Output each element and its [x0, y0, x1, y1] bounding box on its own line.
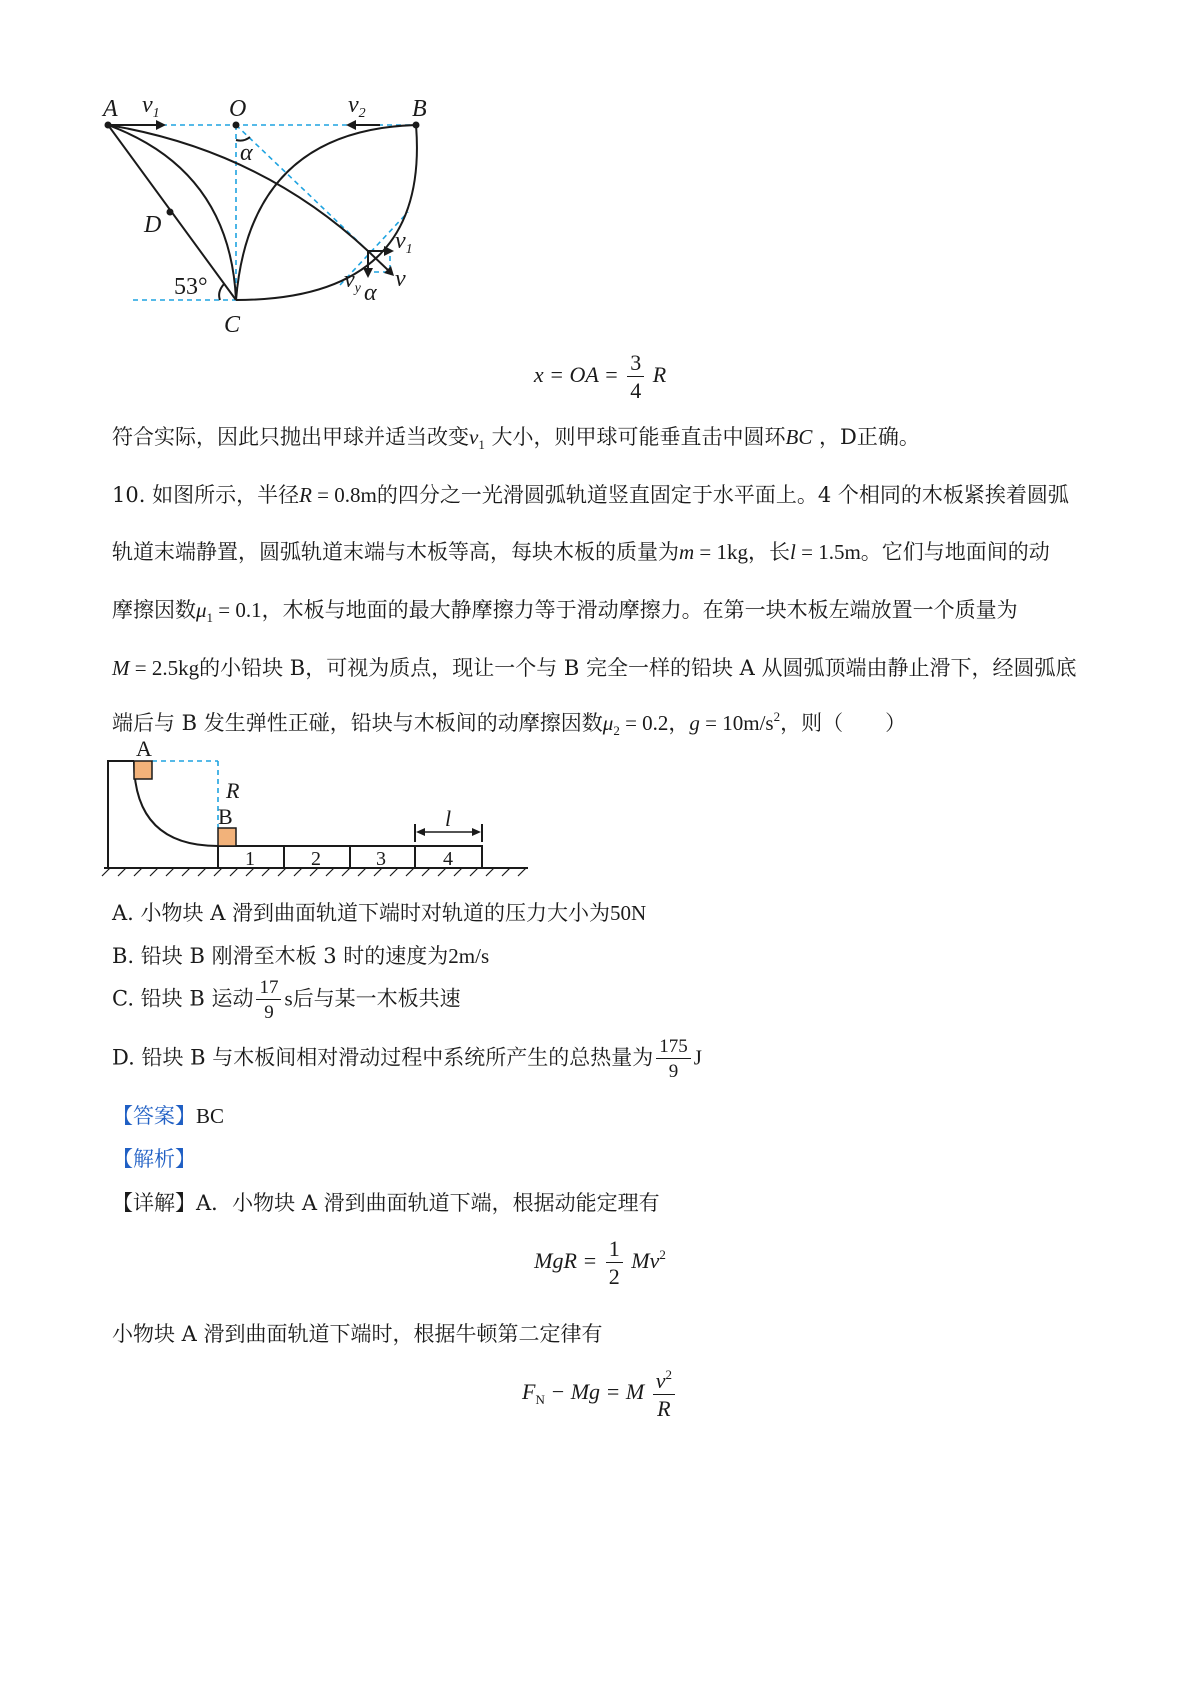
point-D [167, 209, 174, 216]
label-D: D [144, 212, 162, 238]
angle-arc-53 [219, 284, 224, 300]
option-a: A. 小物块 A 滑到曲面轨道下端时对轨道的压力大小为50N [112, 901, 647, 925]
point-A [105, 122, 112, 129]
label-block-A: A [136, 736, 152, 761]
board-label-2: 2 [311, 848, 321, 870]
label-v1-right: $v_1$ [395, 228, 413, 257]
point-O [233, 122, 240, 129]
label-vy: $v_y$ [344, 267, 361, 296]
analysis-tag: 【解析】 [112, 1147, 196, 1171]
label-v1-top: $v_1$ [142, 92, 160, 121]
point-B [413, 122, 420, 129]
label-angle-53: 53° [174, 274, 208, 300]
paragraph-conclusion: 符合实际，因此只抛出甲球并适当改变$v_1$ 大小，则甲球可能垂直击中圆环BC ，D正确。 [112, 425, 920, 452]
label-C: C [224, 312, 241, 338]
detail-tag: 【详解】 [112, 1191, 196, 1215]
question-10-line-4: M = 2.5kg的小铅块 B，可视为质点，现让一个与 B 完全一样的铅块 A 从圆弧顶端由静止滑下，经圆弧底 [112, 656, 1077, 680]
option-d: D. 铅块 B 与木板间相对滑动过程中系统所产生的总热量为 $\frac{175}{9}$ J [112, 1036, 702, 1082]
answer-value: BC [196, 1104, 225, 1128]
block-A [134, 761, 152, 779]
board-label-3: 3 [376, 848, 386, 870]
track-boards-diagram [95, 730, 545, 880]
label-l: l [445, 806, 452, 831]
equation-energy: MgR = $\frac{1}{2}$ Mv$^2$ [534, 1236, 666, 1289]
projectile-circle-diagram [95, 85, 475, 355]
question-10-line-3: 摩擦因数$\mu_1 = 0.1$，木板与地面的最大静摩擦力等于滑动摩擦力。在第一块木板左端放置一个质量为 [112, 598, 1018, 625]
answer-tag: 【答案】 [112, 1104, 196, 1128]
board-label-1: 1 [245, 848, 255, 870]
label-block-B: B [218, 804, 233, 829]
label-O: O [229, 96, 247, 122]
block-B [218, 828, 236, 846]
paragraph-newton: 小物块 A 滑到曲面轨道下端时，根据牛顿第二定律有 [112, 1322, 603, 1346]
equation-newton: $F_N - Mg = M$ $\frac{v^2}{R}$ [0, 1368, 1200, 1420]
equation-x-oa: x = OA = $\frac{3}{4}$ R [533, 350, 667, 403]
detail-line: 【详解】A．小物块 A 滑到曲面轨道下端，根据动能定理有 [112, 1191, 660, 1215]
label-v: v [395, 266, 406, 292]
label-v2-top: $v_2$ [348, 92, 366, 121]
analysis-line [112, 1143, 196, 1173]
track-frame [108, 761, 134, 868]
radius-dashed-line [236, 125, 368, 251]
question-10-line-1: 10. 如图所示，半径R = 0.8m的四分之一光滑圆弧轨道竖直固定于水平面上。4 个相同的木板紧挨着圆弧 [112, 483, 1069, 507]
answer-line [112, 1100, 224, 1130]
option-c: C. 铅块 B 运动 $\frac{17}{9}$ s后与某一木板共速 [112, 977, 461, 1023]
label-A: A [103, 96, 118, 122]
label-alpha-bottom: α [364, 280, 377, 306]
label-alpha-top: α [240, 140, 253, 166]
label-B: B [412, 96, 427, 122]
question-10-line-2: 轨道末端静置，圆弧轨道末端与木板等高，每块木板的质量为m = 1kg，长l = 1.5m。它们与地面间的动 [112, 540, 1050, 564]
board-label-4: 4 [443, 848, 453, 870]
option-b: B. 铅块 B 刚滑至木板 3 时的速度为2m/s [112, 944, 490, 968]
label-R: R [226, 778, 240, 803]
question-10-line-5: 端后与 B 发生弹性正碰，铅块与木板间的动摩擦因数$\mu_2 = 0.2$，$g = 10m/s^2$，则（ ） [112, 709, 907, 738]
